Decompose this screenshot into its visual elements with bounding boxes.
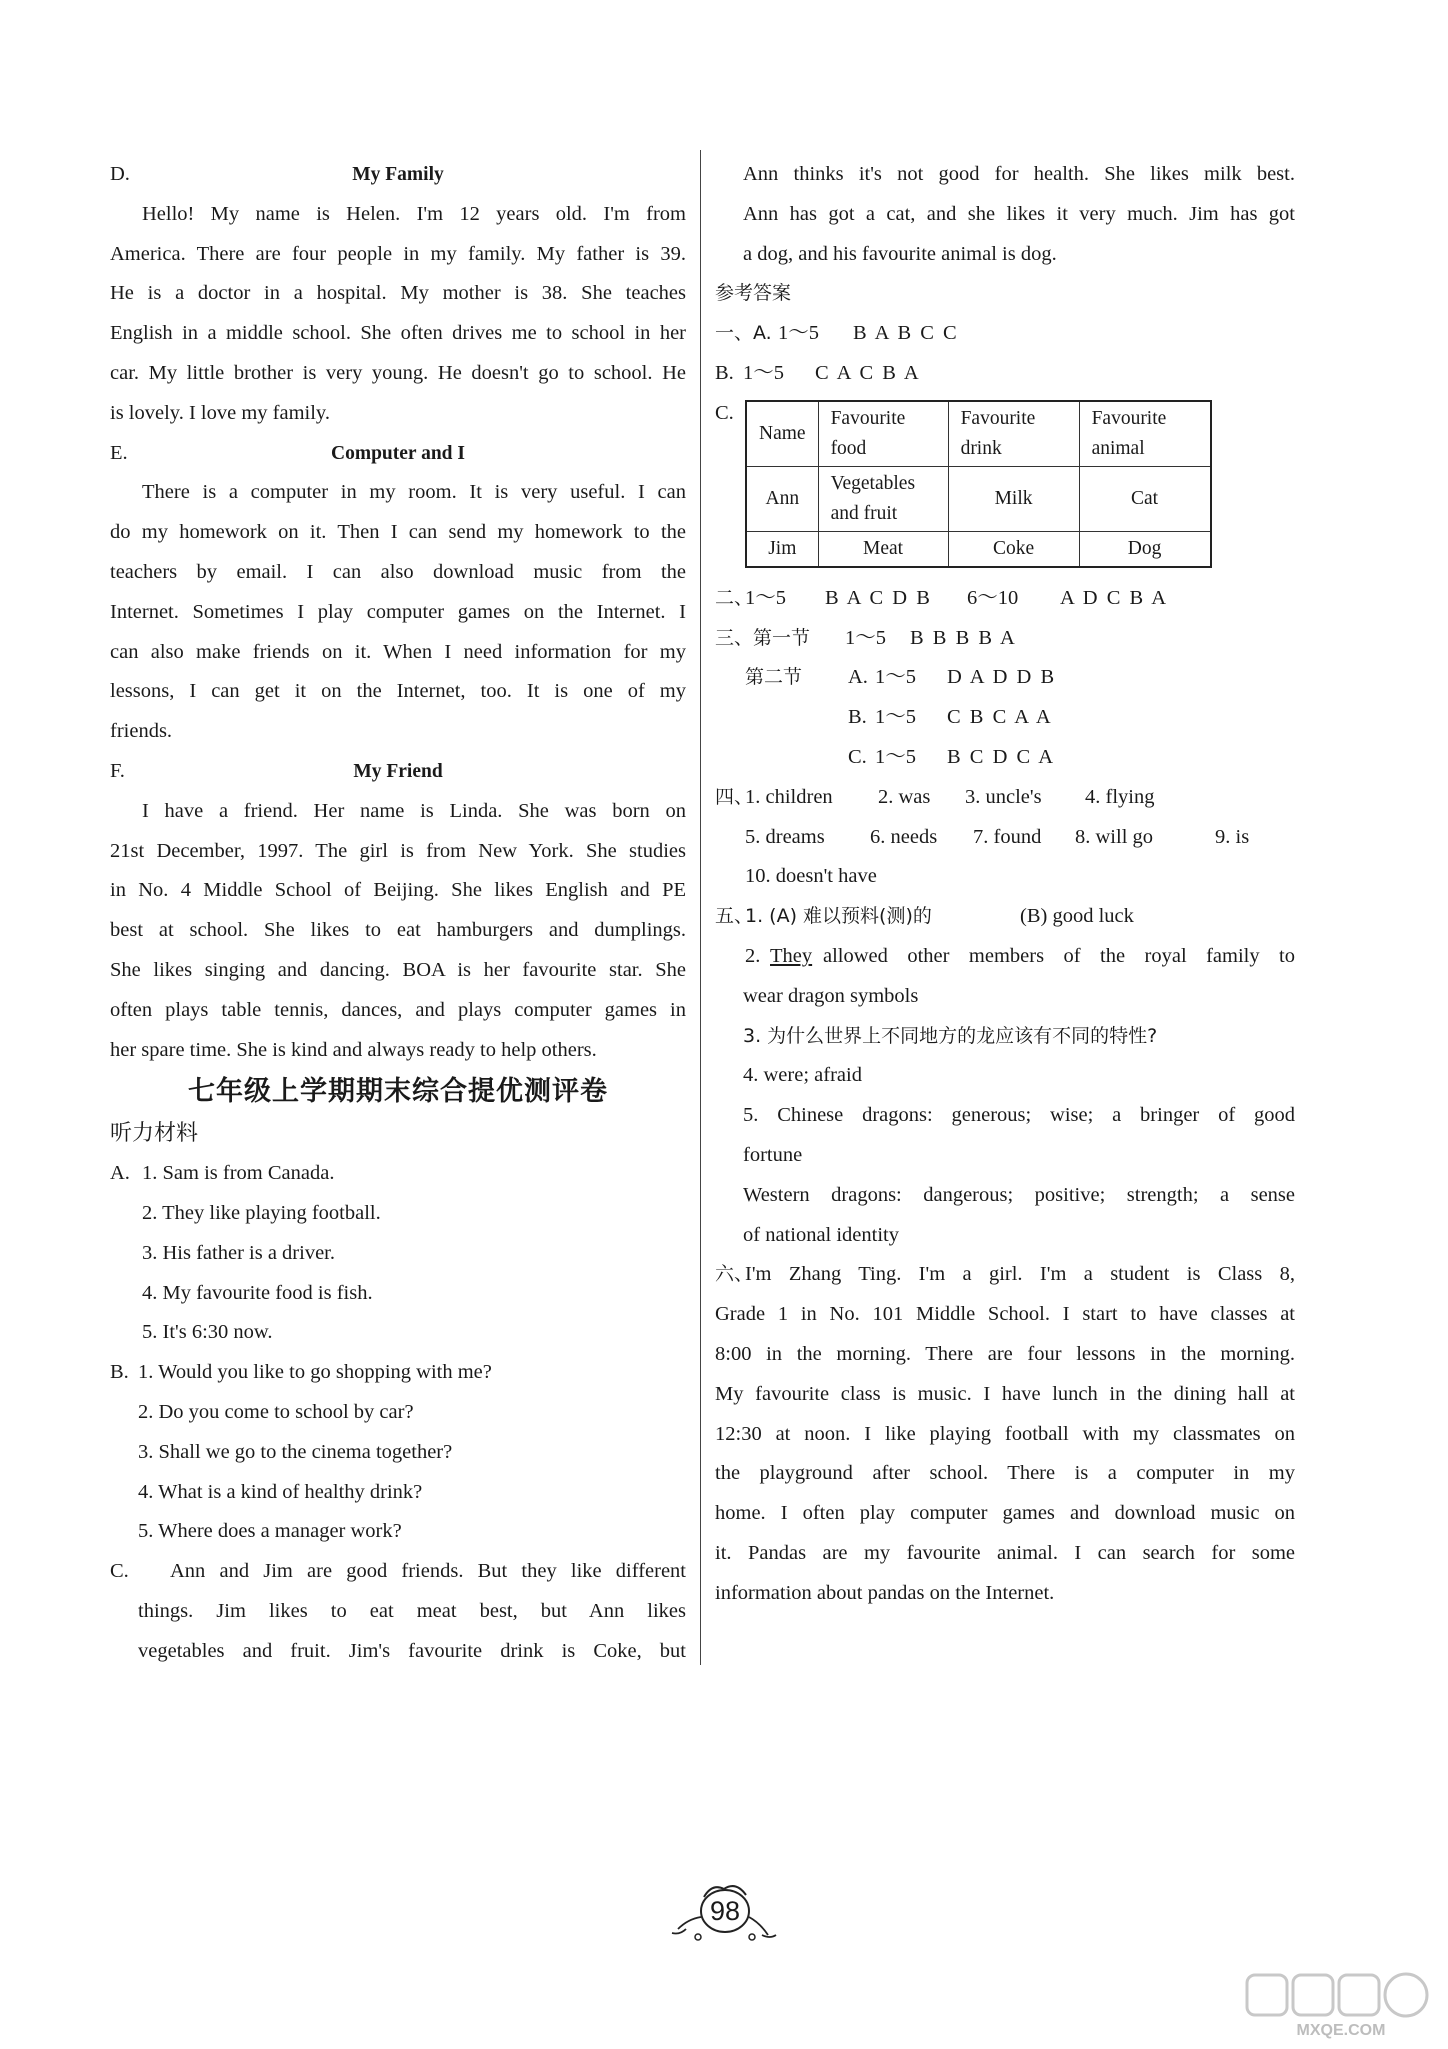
answer-prefix: 五、 [715,905,754,928]
answer-prefix: 二、 [715,586,754,609]
answer-row [715,857,1295,897]
table-header-cell: Name [746,401,818,467]
answer-text: 3. 为什么世界上不同地方的龙应该有不同的特性? [743,1024,1158,1047]
text-line: car. My little brother is very young. He doesn't go to school. He [110,361,686,384]
answer-letter: A. [848,666,868,689]
answer-row [715,579,1295,619]
answer-range: 1～5 [875,745,916,768]
answer-text: I'm Zhang Ting. I'm a girl. I'm a student is Class 8, [745,1263,1295,1286]
section-title: 七年级上学期期末综合提优测评卷 [188,1076,608,1108]
table-cell: Vegetables and fruit [818,466,948,531]
passage-title: My Family [352,164,444,185]
svg-text:MXQE.COM: MXQE.COM [1296,2022,1386,2039]
text-line: Hello! My name is Helen. I'm 12 years old. I'm from [142,202,686,225]
answer-range: 1～5 [743,361,784,384]
text-line: is lovely. I love my family. [110,401,330,424]
answer-num: 2. [745,944,761,967]
table-cell: Meat [818,531,948,567]
answer-text: 7. found [973,825,1042,848]
list-item: 3. Shall we go to the cinema together? [138,1440,453,1463]
answer-range: 1～5 [875,666,916,689]
answer-text: allowed other members of the royal family to [823,944,1295,967]
watermark-logo [1243,1971,1438,2041]
text-line: My favourite class is music. I have lunch in the dining hall at [715,1382,1295,1405]
text-line: often plays table tennis, dances, and plays computer games in [110,998,686,1021]
table-row [746,531,1211,567]
list-item: 5. It's 6:30 now. [142,1321,273,1344]
answer-row [715,818,1295,858]
answer-row [715,619,1295,659]
table-cell: Jim [746,531,818,567]
answer-row [715,698,1295,738]
text-line: the playground after school. There is a computer in my [715,1462,1295,1485]
answer-row [715,738,1295,778]
answer-row [715,658,1295,698]
passage-f-heading [110,752,686,792]
answer-text: Western dragons: dangerous; positive; strength; a sense [743,1183,1295,1206]
list-item [110,1154,686,1194]
right-column [715,155,1295,1614]
answer-row [715,314,1295,354]
list-item: 5. Where does a manager work? [138,1520,402,1543]
table-header-cell: Favourite drink [948,401,1079,467]
text-line: can also make friends on it. When I need information for my [110,640,686,663]
text-line: do my homework on it. Then I can send my homework to the [110,521,686,544]
answer-prefix: 第二节 [745,666,803,689]
table-cell: Dog [1079,531,1211,567]
list-letter: C. [110,1560,129,1583]
text-line: her spare time. She is kind and always ready to help others. [110,1038,597,1061]
answer-prefix: 一、A. [715,322,772,345]
table-header-row [746,401,1211,467]
answer-row [715,897,1295,937]
answer-range: 1～5 [875,706,916,729]
answer-underlined: They [770,944,813,967]
answer-text: wear dragon symbols [743,984,919,1007]
text-line: in No. 4 Middle School of Beijing. She likes English and PE [110,879,686,902]
text-line: friends. [110,720,173,743]
answer-range: 1～5 [745,586,786,609]
answer-prefix: B. [715,361,734,384]
answer-text: 8. will go [1075,825,1154,848]
answer-text: fortune [743,1143,803,1166]
list-item [110,1353,686,1393]
answer-text: 1. (A) 难以预料(测)的 [745,905,932,928]
table-row [746,466,1211,531]
answer-range: 1～5 [778,322,819,345]
answer-text: 4. flying [1085,785,1155,808]
page-number-badge [664,1877,784,1947]
list-text: Ann and Jim are good friends. But they like different [170,1560,686,1583]
answer-row [715,354,1295,394]
list-item: 3. His father is a driver. [142,1241,335,1264]
list-text: 1. Would you like to go shopping with me? [138,1361,492,1384]
text-line: information about pandas on the Internet. [715,1581,1055,1604]
passage-letter: F. [110,759,125,782]
text-line: Grade 1 in No. 101 Middle School. I start to have classes at [715,1303,1295,1326]
text-line: lessons, I can get it on the Internet, too. It is one of my [110,680,686,703]
answer-text: 5. Chinese dragons: generous; wise; a bringer of good [743,1104,1295,1127]
answer-text: B C D C A [947,745,1055,768]
passage-letter: D. [110,163,130,185]
answer-text: 6. needs [870,825,938,848]
answer-text: B B B B A [910,626,1017,649]
text-line: home. I often play computer games and download music on [715,1502,1295,1525]
answer-prefix: 三、第一节 [715,626,811,649]
answer-letter: B. [848,706,867,729]
passage-d-heading [110,155,686,195]
text-line: She likes singing and dancing. BOA is her favourite star. She [110,958,686,981]
answer-text: C B C A A [947,706,1053,729]
passage-letter: E. [110,441,128,464]
list-item [110,1552,686,1592]
answer-text: 5. dreams [745,825,825,848]
answer-text: 3. uncle's [965,785,1042,808]
text-line: There is a computer in my room. It is very useful. I can [142,481,686,504]
text-line: things. Jim likes to eat meat best, but Ann likes [138,1599,686,1622]
passage-title: My Friend [353,760,443,782]
table-cell: Ann [746,466,818,531]
answer-row [715,1255,1295,1295]
table-header-cell: Favourite food [818,401,948,467]
list-item: 2. Do you come to school by car? [138,1400,414,1423]
table-header-cell: Favourite animal [1079,401,1211,467]
answer-prefix: 六、 [715,1263,754,1286]
answer-range: 1～5 [845,626,886,649]
passage-e-heading [110,434,686,474]
text-line: He is a doctor in a hospital. My mother is 38. She teaches [110,282,686,305]
answer-text: A D C B A [1060,586,1168,609]
list-letter: B. [110,1361,129,1384]
answer-text: of national identity [743,1223,899,1246]
answer-text: B A C D B [825,586,932,609]
answer-table [745,400,1212,568]
text-line: it. Pandas are my favourite animal. I can search for some [715,1541,1295,1564]
answer-row [715,778,1295,818]
text-line: 12:30 at noon. I like playing football with my classmates on [715,1422,1295,1445]
column-divider [700,150,701,1665]
table-cell: Milk [948,466,1079,531]
answer-table-block [715,394,1295,579]
text-line: I have a friend. Her name is Linda. She was born on [142,799,686,822]
answer-row [715,937,1295,977]
table-cell: Coke [948,531,1079,567]
text-line: teachers by email. I can also download music from the [110,560,686,583]
answer-text: D A D D B [947,666,1057,689]
text-line: America. There are four people in my family. My father is 39. [110,242,686,265]
text-line: Ann thinks it's not good for health. She likes milk best. [743,163,1295,185]
page-number: 98 [709,1896,741,1926]
answer-text: 1. children [745,785,833,808]
watermark-icon [1243,1971,1438,2041]
list-item: 4. What is a kind of healthy drink? [138,1480,423,1503]
text-line: best at school. She likes to eat hamburgers and dumplings. [110,919,686,942]
answer-text: B A B C C [853,322,959,345]
text-line: a dog, and his favourite animal is dog. [743,242,1057,265]
left-column [110,155,686,1671]
answers-title: 参考答案 [715,282,792,305]
answer-text: 10. doesn't have [745,865,877,888]
text-line: 8:00 in the morning. There are four lessons in the morning. [715,1342,1295,1365]
answer-text: 9. is [1215,825,1250,848]
text-line: Ann has got a cat, and she likes it very much. Jim has got [743,202,1295,225]
answer-range: 6～10 [967,586,1019,609]
list-text: 1. Sam is from Canada. [142,1162,335,1185]
list-item: 2. They like playing football. [142,1201,381,1224]
answer-prefix: C. [715,401,734,424]
listening-title: 听力材料 [110,1121,199,1147]
answer-text: 4. were; afraid [743,1064,862,1087]
text-line: vegetables and fruit. Jim's favourite drink is Coke, but [138,1639,686,1662]
answer-text: (B) good luck [1020,905,1134,928]
list-letter: A. [110,1162,130,1185]
answer-letter: C. [848,745,867,768]
answer-text: C A C B A [815,361,921,384]
passage-title: Computer and I [331,442,465,464]
text-line: 21st December, 1997. The girl is from New York. She studies [110,839,686,862]
text-line: English in a middle school. She often drives me to school in her [110,322,686,345]
list-item: 4. My favourite food is fish. [142,1281,373,1304]
table-cell: Cat [1079,466,1211,531]
answer-prefix: 四、 [715,785,754,808]
answer-text: 2. was [878,785,931,808]
text-line: Internet. Sometimes I play computer games on the Internet. I [110,600,686,623]
